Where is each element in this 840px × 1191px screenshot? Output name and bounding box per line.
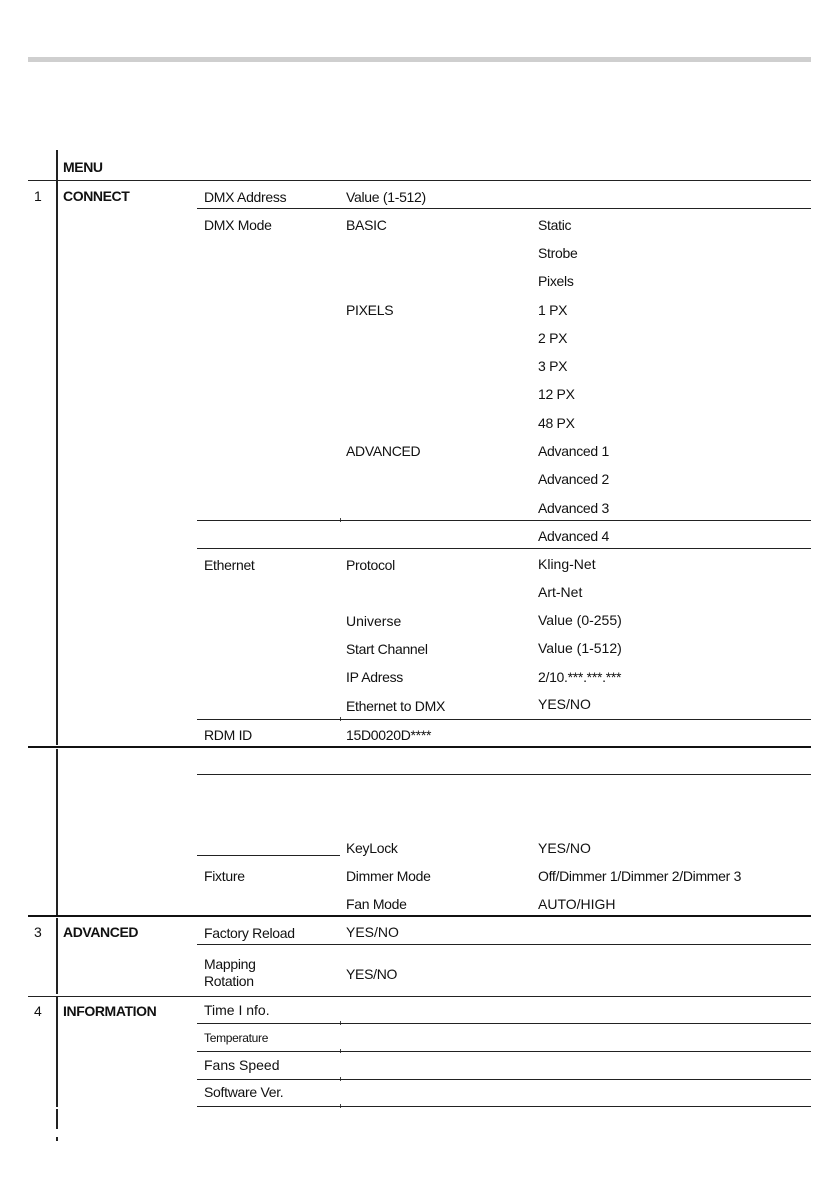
factory-reload-label: Factory Reload: [204, 925, 295, 941]
information-item: Fans Speed: [204, 1057, 280, 1073]
keylock-value: YES/NO: [538, 840, 591, 856]
row-rule: [197, 774, 811, 775]
pixels-option: 48 PX: [538, 415, 575, 431]
pixels-option: 12 PX: [538, 386, 575, 402]
keylock-label: KeyLock: [346, 840, 398, 856]
protocol-option: Kling-Net: [538, 556, 596, 572]
top-rule: [28, 57, 811, 62]
header-rule: [28, 180, 811, 181]
dmx-mode-advanced: ADVANCED: [346, 443, 421, 459]
information-item: Software Ver.: [204, 1084, 284, 1100]
section-rule: [28, 996, 811, 997]
advanced-option: Advanced 1: [538, 443, 609, 459]
basic-option: Pixels: [538, 273, 574, 289]
row-rule: [197, 520, 811, 521]
section-3-rule: [56, 918, 58, 994]
section-title-information: INFORMATION: [63, 1003, 157, 1019]
ethernet-to-dmx-label: Ethernet to DMX: [346, 698, 445, 714]
protocol-option: Art-Net: [538, 584, 583, 600]
protocol-label: Protocol: [346, 557, 395, 573]
row-rule: [197, 208, 811, 209]
row-rule: [197, 1106, 811, 1107]
fixture-label: Fixture: [204, 868, 245, 884]
section-number: 3: [34, 924, 42, 940]
section-title-connect: CONNECT: [63, 188, 130, 204]
start-channel-value: Value (1-512): [538, 640, 622, 656]
dmx-mode-basic: BASIC: [346, 217, 387, 233]
advanced-option: Advanced 4: [538, 528, 609, 544]
row-rule: [197, 548, 811, 549]
pixels-option: 3 PX: [538, 358, 568, 374]
ethernet-to-dmx-value: YES/NO: [538, 696, 591, 712]
information-item: Time I nfo.: [204, 1002, 270, 1018]
basic-option: Strobe: [538, 245, 578, 261]
section-title-advanced: ADVANCED: [63, 924, 139, 940]
ip-address-value: 2/10.***.***.***: [538, 669, 622, 685]
start-channel-label: Start Channel: [346, 641, 428, 657]
mapping-rotation-label: Rotation: [204, 973, 254, 989]
section-2-rule: [56, 749, 58, 915]
dmx-mode-pixels: PIXELS: [346, 302, 394, 318]
section-4-rule-end: [56, 1137, 58, 1141]
section-rule: [28, 915, 811, 917]
advanced-option: Advanced 2: [538, 471, 609, 487]
rdm-id-value: 15D0020D****: [346, 727, 432, 743]
section-1-rule: [56, 180, 58, 745]
information-item: Temperature: [204, 1031, 269, 1045]
section-rule: [28, 746, 811, 748]
row-rule: [197, 1079, 811, 1080]
mapping-rotation-label: Mapping: [204, 956, 256, 972]
mapping-rotation-value: YES/NO: [346, 966, 398, 982]
ip-address-label: IP Adress: [346, 669, 403, 685]
factory-reload-value: YES/NO: [346, 924, 399, 940]
universe-value: Value (0-255): [538, 612, 622, 628]
row-rule: [197, 1051, 811, 1052]
menu-column-rule: [56, 150, 58, 180]
dimmer-mode-label: Dimmer Mode: [346, 868, 431, 884]
ethernet-label: Ethernet: [204, 557, 255, 573]
pixels-option: 1 PX: [538, 302, 568, 318]
section-4-rule-tail: [56, 1109, 58, 1129]
advanced-option: Advanced 3: [538, 500, 609, 516]
row-rule: [197, 1023, 811, 1024]
row-rule: [197, 944, 811, 945]
menu-header: MENU: [63, 159, 103, 175]
dimmer-mode-value: Off/Dimmer 1/Dimmer 2/Dimmer 3: [538, 868, 742, 884]
dmx-mode-label: DMX Mode: [204, 217, 272, 233]
rdm-id-label: RDM ID: [204, 727, 252, 743]
row-rule: [197, 719, 811, 720]
section-4-rule: [56, 997, 58, 1107]
fan-mode-value: AUTO/HIGH: [538, 896, 616, 912]
row-rule: [197, 855, 340, 856]
pixels-option: 2 PX: [538, 330, 568, 346]
dmx-address-label: DMX Address: [204, 189, 287, 205]
section-number: 1: [34, 188, 42, 204]
universe-label: Universe: [346, 613, 402, 629]
dmx-address-value: Value (1-512): [346, 189, 426, 205]
section-number: 4: [34, 1003, 42, 1019]
fan-mode-label: Fan Mode: [346, 896, 407, 912]
basic-option: Static: [538, 217, 572, 233]
